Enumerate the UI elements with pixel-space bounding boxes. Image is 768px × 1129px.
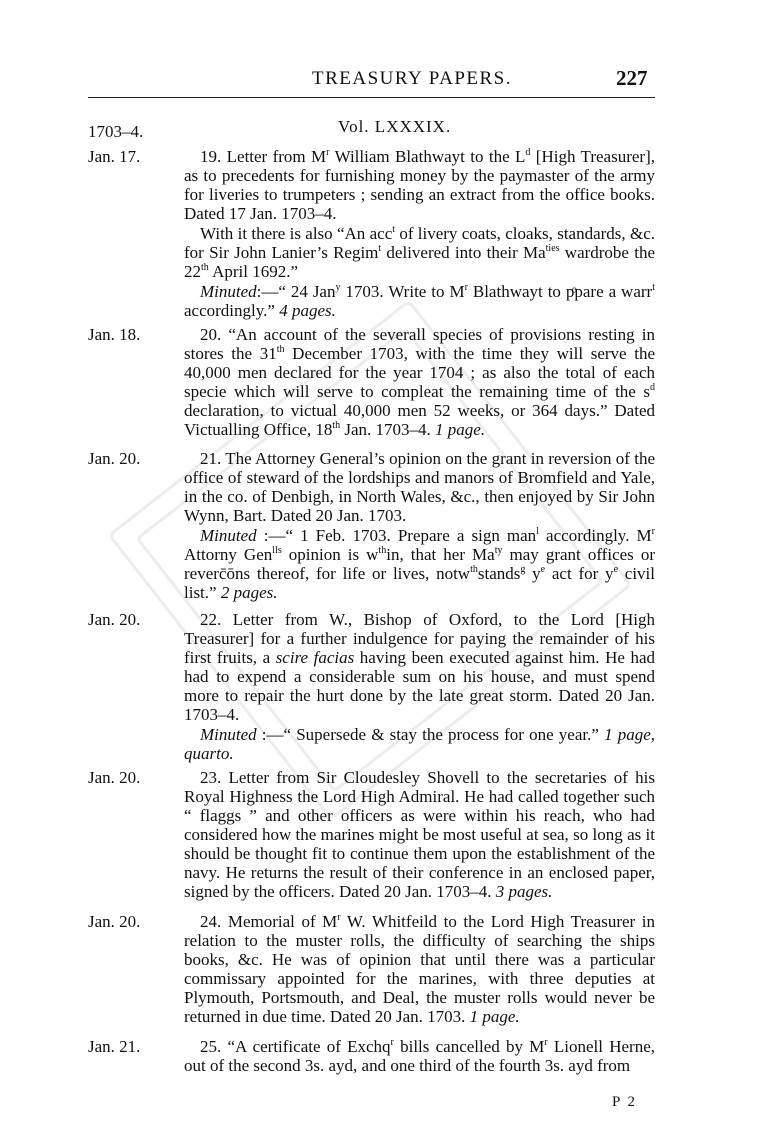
entry-paragraph: 24. Memorial of $M^r$ W. Whitfeild to the Lord High Treasurer in relation to the muster rolls, the difficulty of searching the ships books, &c. He was of opinion that until there was a particular commissary appointed for the marines, with three deputies at Plymouth, Portsmouth, and Deal, the muster rolls would never be returned in due time. Dated 20 Jan. 1703. 1 page. [184, 912, 655, 1026]
entry-paragraph: 20. “An account of the severall species of provisions resting in stores the 31th December 1703, with the time they will serve the 40,000 men declared for the year 1704 ; as also the total of each specie which will serve to compleat the remaining time of the $s^d$ declaration, to victual 40,000 men 52 weeks, or 364 days.” Dated Victualling Office, 18th Jan. 1703–4. 1 page. [184, 325, 655, 439]
volume-heading: Vol. LXXXIX. [338, 117, 452, 136]
entry-date: Jan. 20. [88, 610, 141, 629]
minuted-note: Minuted:—“ 24 Jan$^y$ 1703. Write to $M^r$ Blathwayt to pͦpare a warr$^t$ accordingly.” 4 pages. [184, 282, 655, 320]
entry-paragraph: 25. “A certificate of Exchq$^r$ bills cancelled by $M^r$ Lionell Herne, out of the second 3s. ayd, and one third of the fourth 3s. ayd from [184, 1037, 655, 1075]
entry-paragraph: 23. Letter from Sir Cloudesley Shovell to the secretaries of his Royal Highness the Lord High Admiral. He had called together such “ flaggs ” and other officers as were within his reach, who had considered how the marines might be most useful at sea, so long as it should be thought fit to continue them upon the establishment of the navy. He returns the result of their conference in an enclosed paper, signed by the officers. Dated 20 Jan. 1703–4. 3 pages. [184, 768, 655, 901]
entry-body [184, 912, 655, 1026]
entry-body [184, 768, 655, 901]
minuted-note: Minuted :—“ Supersede & stay the process for one year.” 1 page, quarto. [184, 725, 655, 763]
entry-paragraph: 19. Letter from $M^r$ William Blathwayt to the $L^d$ [High Treasurer], as to precedents for furnishing money by the paymaster of the army for liveries to trumpeters ; sending an extract from the office books. Dated 17 Jan. 1703–4. [184, 147, 655, 223]
entry-body [184, 325, 655, 439]
entry-body [184, 1037, 655, 1075]
entry-date: Jan. 20. [88, 912, 141, 931]
entry-date: Jan. 21. [88, 1037, 141, 1056]
entry-body [184, 147, 655, 320]
entry-body [184, 449, 655, 602]
minuted-note: Minuted :—“ 1 Feb. 1703. Prepare a sign man$^l$ accordingly. $M^r$ Attorny Gen$^{lls}$ opinion is $w^{th}in$, that her $Ma^{ty}$ may grant offices or reverc̄ōns thereof, for life or lives, notw$^{th}$stands$^g$ $y^e$ act for $y^e$ civil list.” 2 pages. [184, 526, 656, 602]
entry-paragraph: With it there is also “An acc$^t$ of livery coats, cloaks, standards, &c. for Sir John Lanier’s Regim$^t$ delivered into their $Ma^{ties}$ wardrobe the 22th April 1692.” [184, 224, 655, 281]
entry-date: Jan. 18. [88, 325, 141, 344]
header-rule [88, 97, 655, 98]
entry-body [184, 610, 655, 763]
entry-date: Jan. 17. [88, 147, 141, 166]
running-head-title: TREASURY PAPERS. [312, 68, 512, 89]
page-number: 227 [616, 66, 648, 90]
entry-paragraph: 21. The Attorney General’s opinion on the grant in reversion of the office of steward of the lordships and manors of Bromfield and Yale, in the co. of Denbigh, in North Wales, &c., then enjoyed by Sir John Wynn, Bart. Dated 20 Jan. 1703. [184, 449, 655, 525]
entry-date: Jan. 20. [88, 449, 141, 468]
signature-mark: P 2 [612, 1094, 638, 1110]
entry-paragraph: 22. Letter from W., Bishop of Oxford, to the Lord [High Treasurer] for a further indulgence for paying the remainder of his first fruits, a scire facias having been executed against him. He had had to expend a considerable sum on his house, and must spend more to repair the hurt done by the late great storm. Dated 20 Jan. 1703–4. [184, 610, 655, 724]
entry-date: Jan. 20. [88, 768, 141, 787]
year-label: 1703–4. [88, 122, 144, 141]
